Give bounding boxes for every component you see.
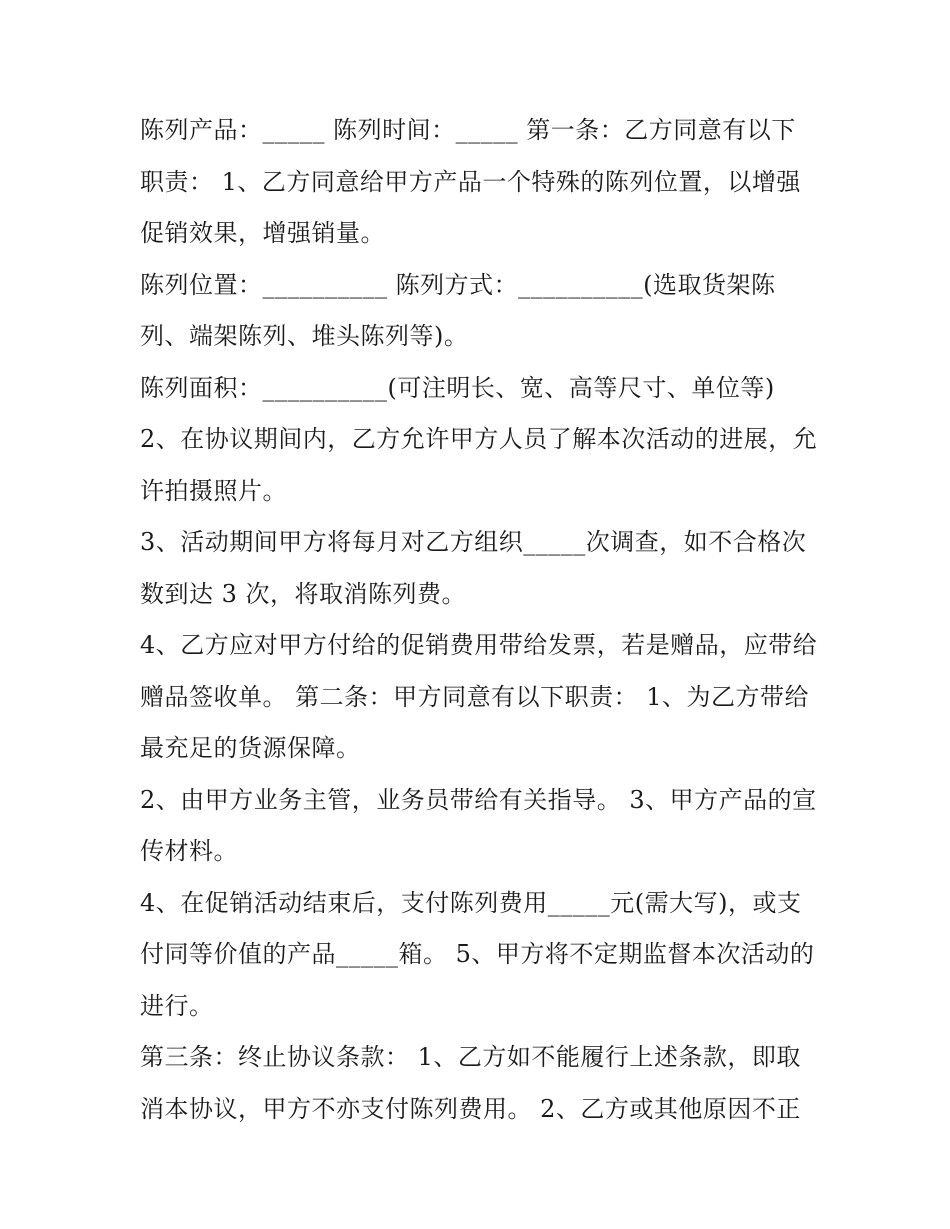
paragraph-3: 陈列面积：__________(可注明长、宽、高等尺寸、单位等) — [140, 373, 775, 402]
paragraph-9: 第三条：终止协议条款： 1、乙方如不能履行上述条款，即取消本协议，甲方不亦支付陈列费用。 2、乙方或其他原因不正 — [140, 1043, 801, 1123]
paragraph-1: 陈列产品：_____ 陈列时间：_____ 第一条：乙方同意有以下职责： 1、乙方同意给甲方产品一个特殊的陈列位置，以增强促销效果，增强销量。 — [140, 116, 801, 247]
document-body — [140, 105, 820, 1135]
paragraph-5: 3、活动期间甲方将每月对乙方组织_____次调查，如不合格次数到达 3 次，将取消陈列费。 — [140, 528, 807, 608]
paragraph-6: 4、乙方应对甲方付给的促销费用带给发票，若是赠品，应带给赠品签收单。 第二条：甲方同意有以下职责： 1、为乙方带给最充足的货源保障。 — [140, 631, 818, 762]
paragraph-4: 2、在协议期间内，乙方允许甲方人员了解本次活动的进展，允许拍摄照片。 — [140, 425, 818, 505]
paragraph-2: 陈列位置：__________ 陈列方式：__________(选取货架陈列、端架陈列、堆头陈列等)。 — [140, 270, 776, 350]
paragraph-8: 4、在促销活动结束后，支付陈列费用_____元(需大写)，或支付同等价值的产品_____箱。 5、甲方将不定期监督本次活动的进行。 — [140, 888, 815, 1020]
paragraph-7: 2、由甲方业务主管，业务员带给有关指导。 3、甲方产品的宣传材料。 — [140, 785, 817, 865]
